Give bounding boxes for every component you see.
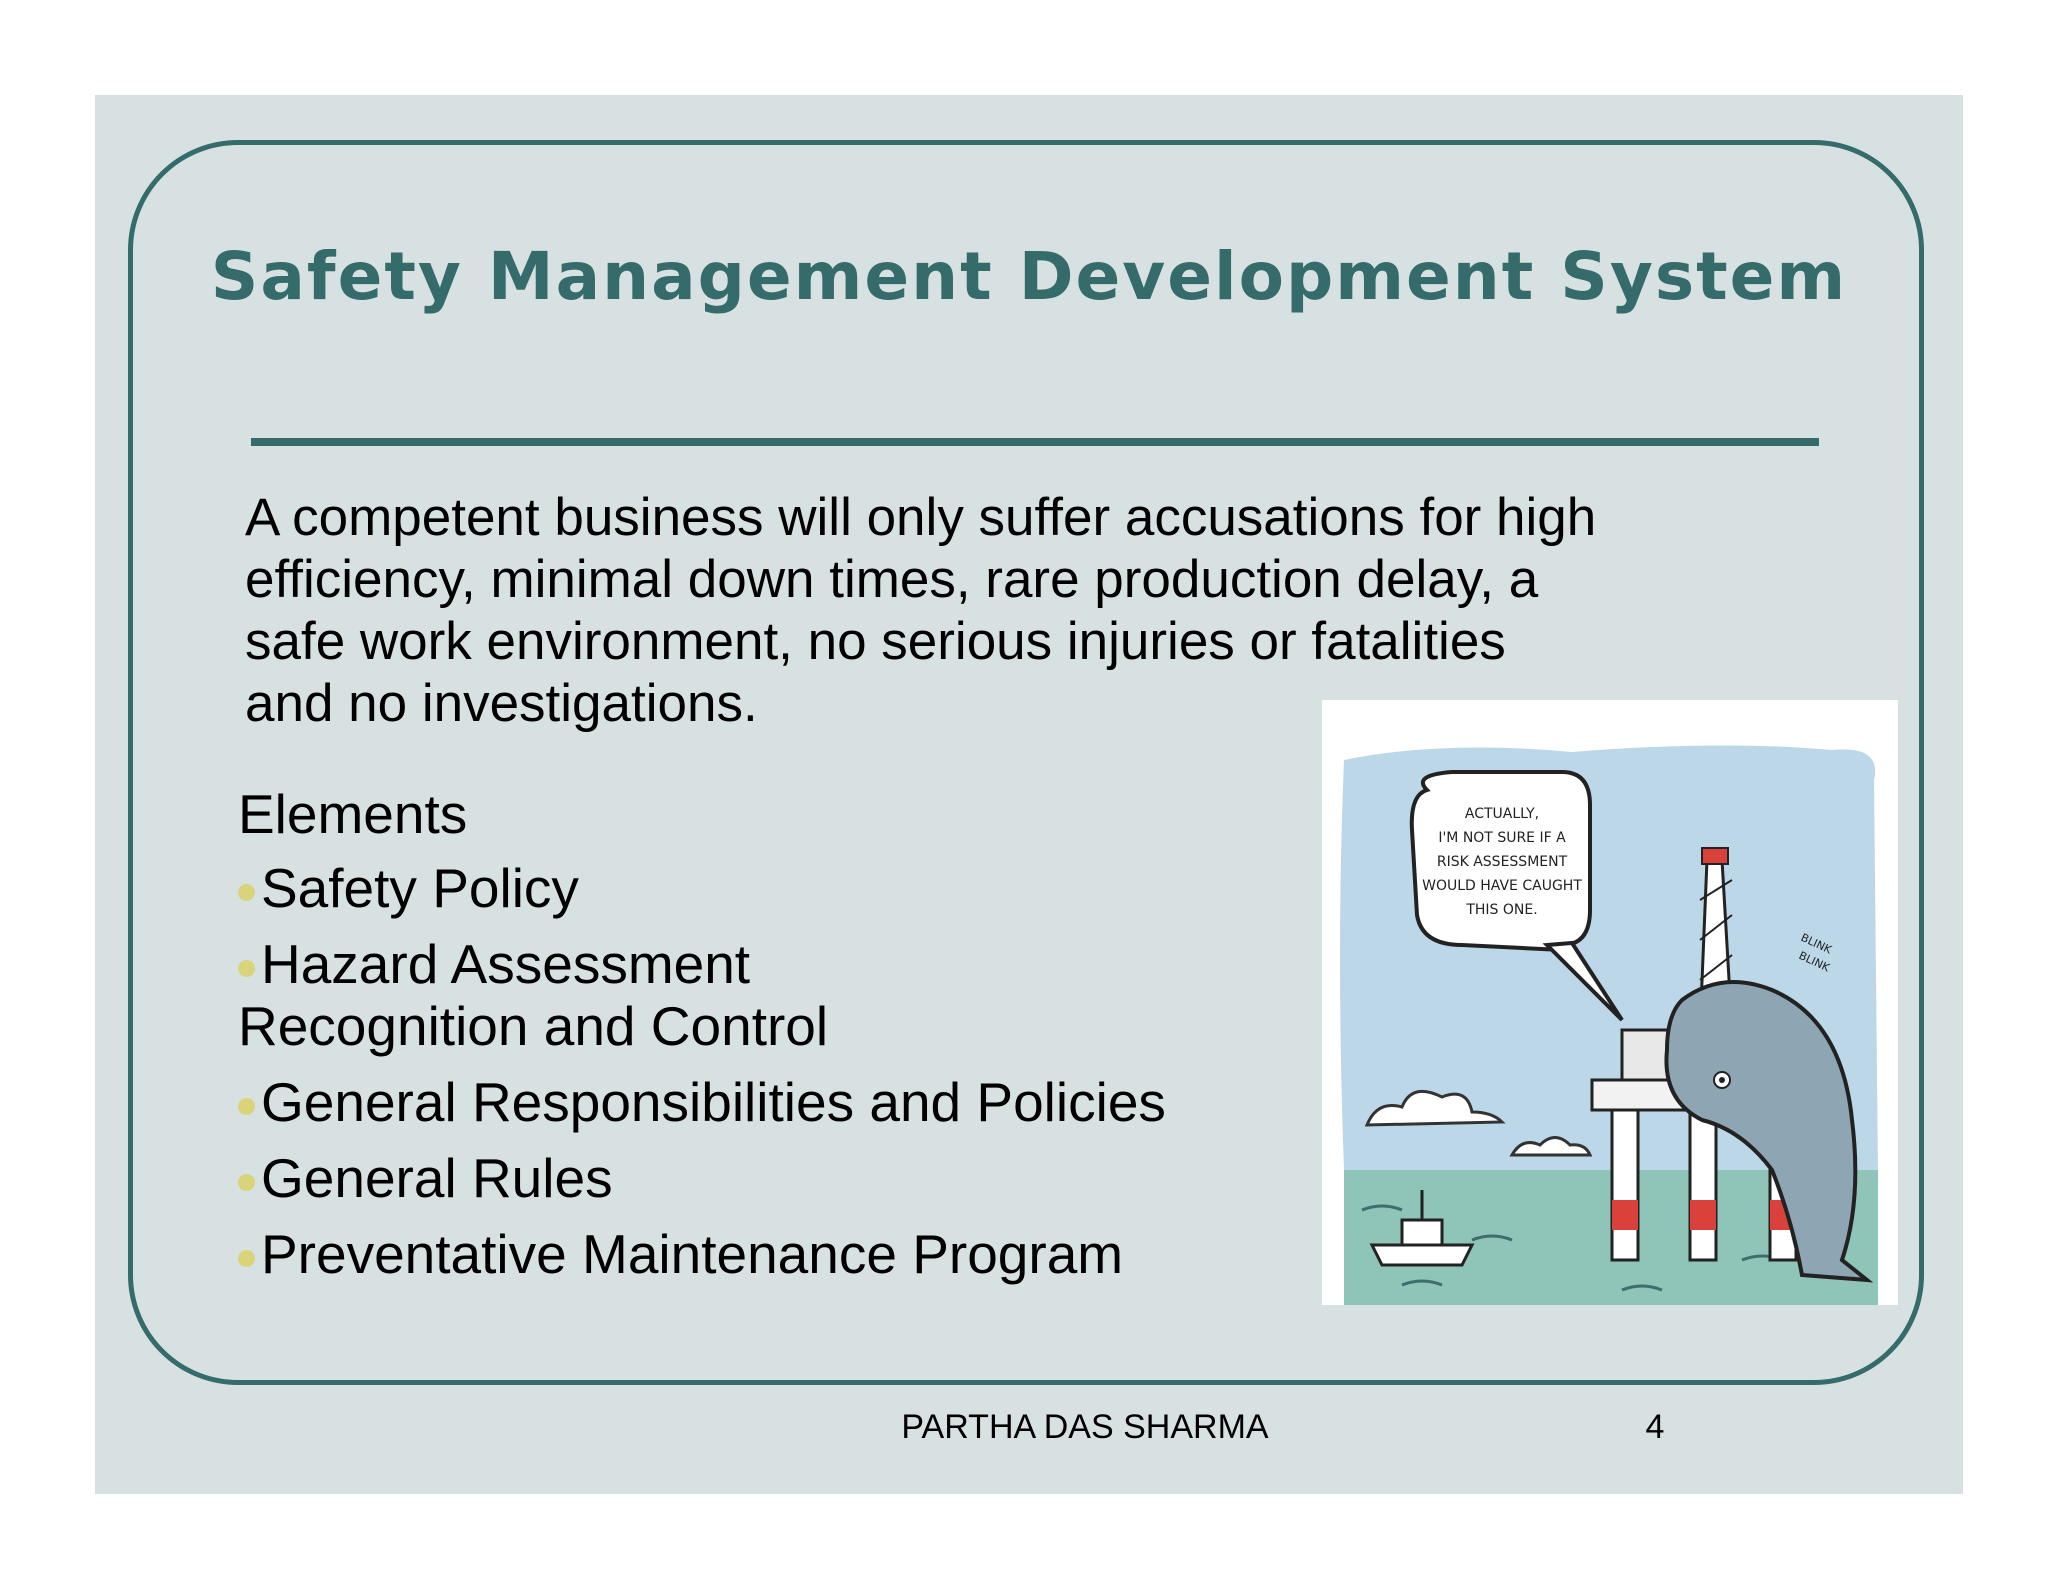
slide-title: Safety Management Development System bbox=[210, 238, 1848, 315]
sound-effect-text: BLINK bbox=[1796, 948, 1832, 975]
rig-flag bbox=[1702, 848, 1728, 864]
rig-leg bbox=[1690, 1110, 1716, 1260]
list-item-label: Preventative Maintenance Program bbox=[261, 1223, 1124, 1285]
page-number: 4 bbox=[1645, 1408, 1665, 1446]
intro-line: and no investigations. bbox=[245, 674, 758, 733]
intro-paragraph bbox=[245, 487, 1765, 735]
list-item bbox=[238, 1223, 1368, 1285]
footer-author: PARTHA DAS SHARMA bbox=[901, 1408, 1269, 1446]
list-item bbox=[238, 1071, 1368, 1133]
list-item bbox=[238, 1147, 1368, 1209]
speech-line: ACTUALLY, bbox=[1464, 806, 1540, 822]
elements-list bbox=[238, 783, 1368, 1299]
oil-rig-whale-cartoon bbox=[1322, 700, 1898, 1305]
speech-line: THIS ONE. bbox=[1466, 902, 1538, 918]
bullet-icon bbox=[238, 1250, 255, 1267]
rig-leg bbox=[1612, 1110, 1638, 1260]
list-item bbox=[238, 933, 998, 1057]
list-item-label: Safety Policy bbox=[261, 857, 579, 919]
sound-effect-text: BLINK bbox=[1798, 930, 1834, 957]
slide bbox=[95, 95, 1963, 1494]
intro-line: A competent business will only suffer accusations for high bbox=[245, 488, 1597, 547]
list-item-label: General Rules bbox=[261, 1147, 613, 1209]
intro-line: efficiency, minimal down times, rare production delay, a bbox=[245, 550, 1539, 609]
list-item-label: Hazard Assessment Recognition and Control bbox=[238, 933, 829, 1057]
speech-line: WOULD HAVE CAUGHT bbox=[1422, 878, 1582, 894]
elements-heading: Elements bbox=[238, 783, 468, 845]
bullet-icon bbox=[238, 1174, 255, 1191]
rig-leg-stripe bbox=[1612, 1200, 1638, 1230]
list-item-label: General Responsibilities and Policies bbox=[261, 1071, 1166, 1133]
whale-pupil-icon bbox=[1719, 1077, 1725, 1083]
boat-hull bbox=[1372, 1245, 1472, 1265]
speech-line: RISK ASSESSMENT bbox=[1436, 854, 1568, 870]
intro-line: safe work environment, no serious injuries or fatalities bbox=[245, 612, 1506, 671]
title-divider bbox=[251, 438, 1819, 446]
list-item bbox=[238, 857, 1368, 919]
bullet-icon bbox=[238, 960, 255, 977]
speech-line: I'M NOT SURE IF A bbox=[1438, 830, 1566, 846]
bullet-icon bbox=[238, 884, 255, 901]
cartoon-illustration bbox=[1322, 700, 1898, 1305]
rig-leg-stripe bbox=[1690, 1200, 1716, 1230]
boat-cabin bbox=[1402, 1220, 1442, 1245]
bullet-icon bbox=[238, 1098, 255, 1115]
